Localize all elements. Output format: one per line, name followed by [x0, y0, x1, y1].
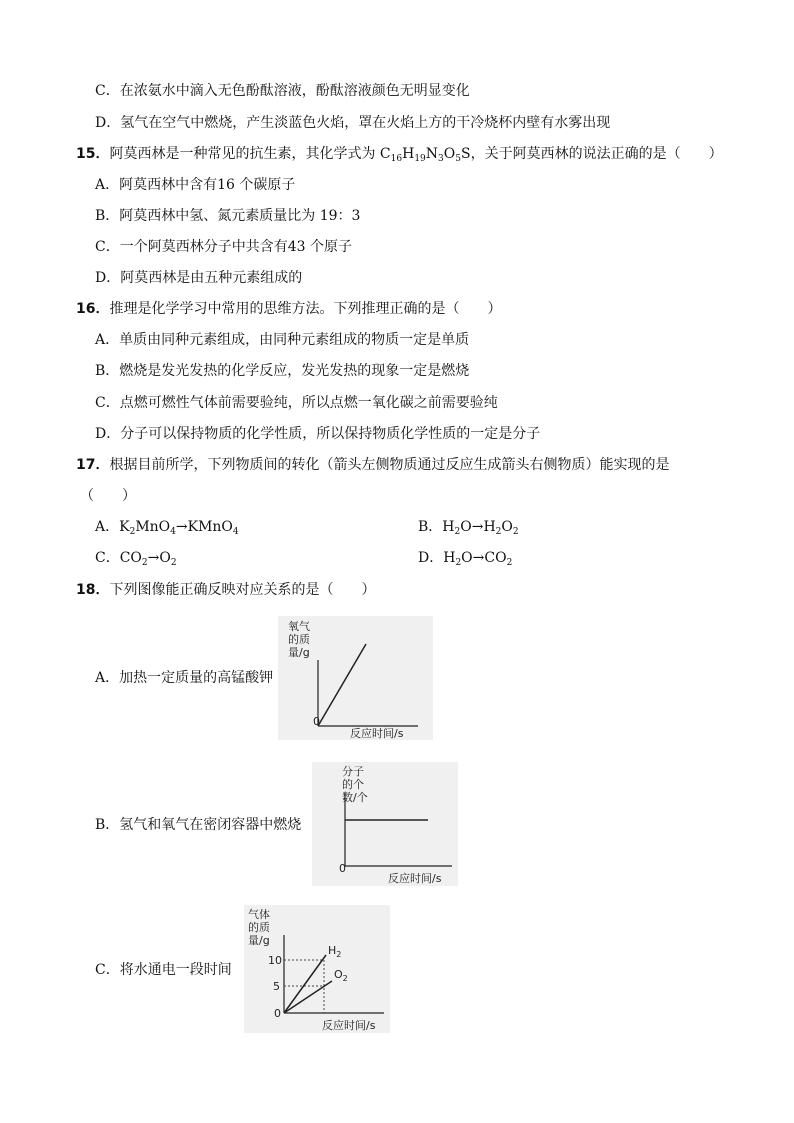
graph-c-xlabel: 反应时间/s	[322, 1019, 376, 1032]
graph-c-h2-line	[284, 955, 326, 1013]
q17-b-text: O→H	[460, 519, 496, 535]
q17-c-text: →O	[147, 550, 171, 566]
q15-stem-text-b: ，关于阿莫西林的说法正确的是（ ）	[470, 146, 723, 162]
graph-a-data-line	[318, 644, 366, 726]
q17-option-b	[418, 517, 519, 537]
graph-b-xlabel: 反应时间/s	[388, 872, 442, 885]
q18-stem-text: 下列图像能正确反映对应关系的是（ ）	[109, 582, 376, 598]
graph-c-ylabel-2: 的质	[248, 921, 270, 934]
formula-element: S	[460, 146, 471, 162]
q15-stem-text-a: 阿莫西林是一种常见的抗生素，其化学式为 C	[109, 146, 391, 162]
graph-c-o2-label: $O_2$	[334, 968, 348, 983]
q16-stem	[76, 299, 501, 319]
q17-answer-paren: （ ）	[80, 488, 136, 504]
graph-a-xlabel: 反应时间/s	[350, 727, 404, 740]
q17-option-a	[95, 517, 239, 537]
q17-a-text: A．K	[95, 519, 130, 535]
formula-element: N	[425, 146, 439, 162]
formula-sub: 2	[455, 558, 462, 568]
formula-element: H	[402, 146, 415, 162]
graph-c-h2-label: $H_2$	[328, 944, 342, 959]
formula-sub: 2	[512, 527, 519, 537]
q18-option-c: C．将水通电一段时间	[95, 962, 232, 978]
q15-number: 15．	[76, 146, 110, 162]
q15-option-c: C．一个阿莫西林分子中共含有43 个原子	[95, 239, 352, 255]
q16-option-d: D．分子可以保持物质的化学性质，所以保持物质化学性质的一定是分子	[95, 426, 541, 442]
graph-c-ylabel-1: 气体	[248, 908, 270, 921]
graph-b	[312, 762, 458, 886]
graph-a-ylabel-3: 量/g	[288, 646, 310, 659]
q17-stem-text: 根据目前所学，下列物质间的转化（箭头左侧物质通过反应生成箭头右侧物质）能实现的是	[109, 457, 670, 473]
graph-c-ylabel-3: 量/g	[248, 934, 270, 947]
q17-d-text: D．H	[418, 550, 456, 566]
q18-option-b: B．氢气和氧气在密闭容器中燃烧	[95, 817, 302, 833]
formula-element: O	[443, 146, 456, 162]
q18-number: 18．	[76, 582, 110, 598]
formula-sub: 19	[414, 154, 426, 164]
formula-sub: 5	[455, 154, 461, 164]
formula-sub: 2	[495, 527, 502, 537]
q17-b-text: B．H	[418, 519, 455, 535]
q17-option-c	[95, 548, 177, 568]
graph-c-tick-5: 5	[273, 980, 280, 993]
q15-stem	[76, 144, 723, 164]
q17-b-text: O	[501, 519, 513, 535]
graph-a	[278, 616, 433, 740]
q17-d-text: O→CO	[461, 550, 507, 566]
graph-a-ylabel-2: 的质	[288, 633, 310, 646]
q16-option-c: C．点燃可燃性气体前需要验纯，所以点燃一氧化碳之前需要验纯	[95, 395, 498, 411]
q18-option-a: A．加热一定质量的高锰酸钾	[95, 670, 274, 686]
q16-stem-text: 推理是化学学习中常用的思维方法。下列推理正确的是（ ）	[109, 301, 502, 317]
graph-c	[244, 905, 390, 1033]
graph-b-ylabel-3: 数/个	[342, 791, 368, 804]
q17-a-text: →KMnO	[175, 519, 233, 535]
q18-stem	[76, 580, 375, 600]
formula-sub: 4	[170, 527, 176, 537]
graph-b-ylabel-2: 的个	[342, 778, 364, 791]
q16-option-b: B．燃烧是发光发热的化学反应，发光发热的现象一定是燃烧	[95, 363, 470, 379]
formula-sub: 4	[232, 527, 239, 537]
graph-c-tick-10: 10	[268, 954, 282, 967]
formula-sub: 16	[390, 154, 403, 164]
graph-c-origin: 0	[274, 1007, 281, 1020]
graph-b-origin: 0	[339, 862, 346, 875]
q15-option-d: D．阿莫西林是由五种元素组成的	[95, 270, 303, 286]
q17-option-d	[418, 548, 512, 568]
q16-number: 16．	[76, 301, 110, 317]
q14-option-d: D．氢气在空气中燃烧，产生淡蓝色火焰，罩在火焰上方的干冷烧杯内壁有水雾出现	[95, 115, 611, 131]
q17-number: 17．	[76, 457, 110, 473]
q17-a-text: MnO	[135, 519, 171, 535]
q15-option-b: B．阿莫西林中氢、氮元素质量比为 19：3	[95, 208, 361, 224]
graph-a-ylabel-1: 氧气	[288, 620, 310, 633]
formula-sub: 2	[454, 527, 461, 537]
formula-sub: 2	[170, 558, 177, 568]
graph-b-ylabel-1: 分子	[342, 765, 364, 778]
q17-c-text: C．CO	[95, 550, 142, 566]
q15-option-a: A．阿莫西林中含有16 个碳原子	[95, 177, 296, 193]
q14-option-c: C．在浓氨水中滴入无色酚酞溶液，酚酞溶液颜色无明显变化	[95, 83, 470, 99]
formula-sub: 2	[141, 558, 148, 568]
formula-sub: 2	[129, 527, 136, 537]
graph-a-origin: 0	[313, 715, 320, 728]
formula-sub: 3	[438, 154, 444, 164]
formula-sub: 2	[506, 558, 513, 568]
q16-option-a: A．单质由同种元素组成，由同种元素组成的物质一定是单质	[95, 332, 470, 348]
q17-stem	[76, 455, 669, 475]
